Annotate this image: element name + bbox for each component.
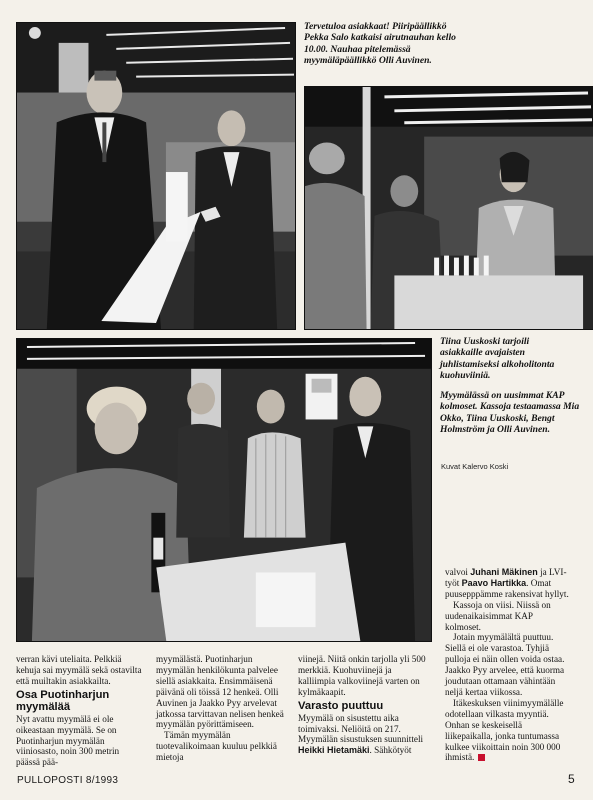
subheading-puotinharju: Osa Puotinharjun myymälää	[16, 688, 110, 713]
name-paavo-hartikka: Paavo Hartikka	[461, 577, 527, 588]
paragraph-selection: Tämän myymälän tuotevalikoimaan kuuluu pelkkiä mietoja	[156, 730, 277, 763]
end-of-article-mark	[478, 754, 485, 761]
paragraph-wine-brands: viinejä. Niitä onkin tarjolla yli 500 merkkiä. Kuohuviinejä ja kalliimpia valkoviinejä varten on kylmäkaapit.	[298, 654, 426, 697]
subheading-storage-missing: Varasto puuttuu	[298, 699, 384, 712]
magazine-issue: PULLOPOSTI 8/1993	[17, 775, 119, 786]
article-column-2	[156, 654, 286, 763]
caption-sparkling-wine: Tiina Uuskoski tarjoili asiakkaille avajaisten juhlistamiseksi alkoholitonta kuohuviiniä.	[440, 336, 555, 381]
photo-ribbon-cutting	[16, 22, 296, 330]
name-juhani-makinen: Juhani Mäkinen	[470, 567, 538, 577]
caption-ribbon-cutting: Tervetuloa asiakkaat! Piiripäällikkö Pekka Salo katkaisi airutnauhan kello 10.00. Nauhaa pitelemässä myymäläpäällikkö Olli Auvinen.	[304, 21, 456, 66]
paragraph-expected-sales: Itäkeskuksen viinimyymälälle odotellaan vilkasta myyntiä. Onhan se keskeisellä liikepaikalla, jonka tuntumassa kulkee viikoittain noin 300 000 ihmistä.	[445, 697, 564, 763]
page-number: 5	[568, 772, 575, 786]
caption-checkout: Myymälässä on uusimmat KAP kolmoset. Kassoja testaamassa Mia Okko, Tiina Uuskoski, Bengt Holmström ja Olli Auvinen.	[440, 390, 580, 435]
paragraph-installers: valvoi Juhani Mäkinen ja LVI-työt Paavo Hartikka. Omat puusepppämme rakensivat hyllyt.	[445, 567, 569, 599]
paragraph-staff: myymälästä. Puotinharjun myymälän henkilökunta palvelee siellä asiakkaita. Ensimmäisenä päivänä oli töissä 12 henkeä. Olli Auvinen ja Jaakko Pyy arvelevat jatkossa tarvittavan nelisen henkeä myymälän pyörittämiseen.	[156, 654, 284, 730]
photo-serving-sparkling-wine	[304, 86, 593, 330]
article-column-1	[16, 654, 144, 768]
paragraph-no-storage: Jotain myymälältä puuttuu. Siellä ei ole varastoa. Tyhjiä pulloja ei näin ollen voida ostaa. Jaakko Pyy arvelee, että kuorma joudutaan ottamaan vähintään neljä kertaa viikossa.	[445, 632, 565, 697]
article-column-3	[298, 654, 430, 756]
paragraph-registers: Kassoja on viisi. Niissä on uudenaikaisimmat KAP kolmoset.	[445, 599, 551, 632]
photo-credit: Kuvat Kalervo Koski	[441, 462, 509, 471]
paragraph-wine-department: Nyt avattu myymälä ei ole oikeastaan myymälä. Se on Puotinharjun myymälän viiniosasto, noin 300 metrin päässä pää-	[16, 713, 120, 768]
name-heikki-hietamaki: Heikki Hietamäki	[298, 745, 370, 756]
article-column-4	[445, 567, 570, 763]
paragraph-interior: Myymälä on sisustettu aika toimivaksi. Neliöitä on 217. Myymälän sisustuksen suunnitteli Heikki Hietamäki. Sähkötyöt	[298, 712, 424, 756]
paragraph-curious-visitors: verran kävi uteliaita. Pelkkiä kehuja sai myymälä sekä ostavilta että muiltakin asiakkailta.	[16, 654, 142, 686]
photo-checkout-counters	[16, 338, 432, 642]
